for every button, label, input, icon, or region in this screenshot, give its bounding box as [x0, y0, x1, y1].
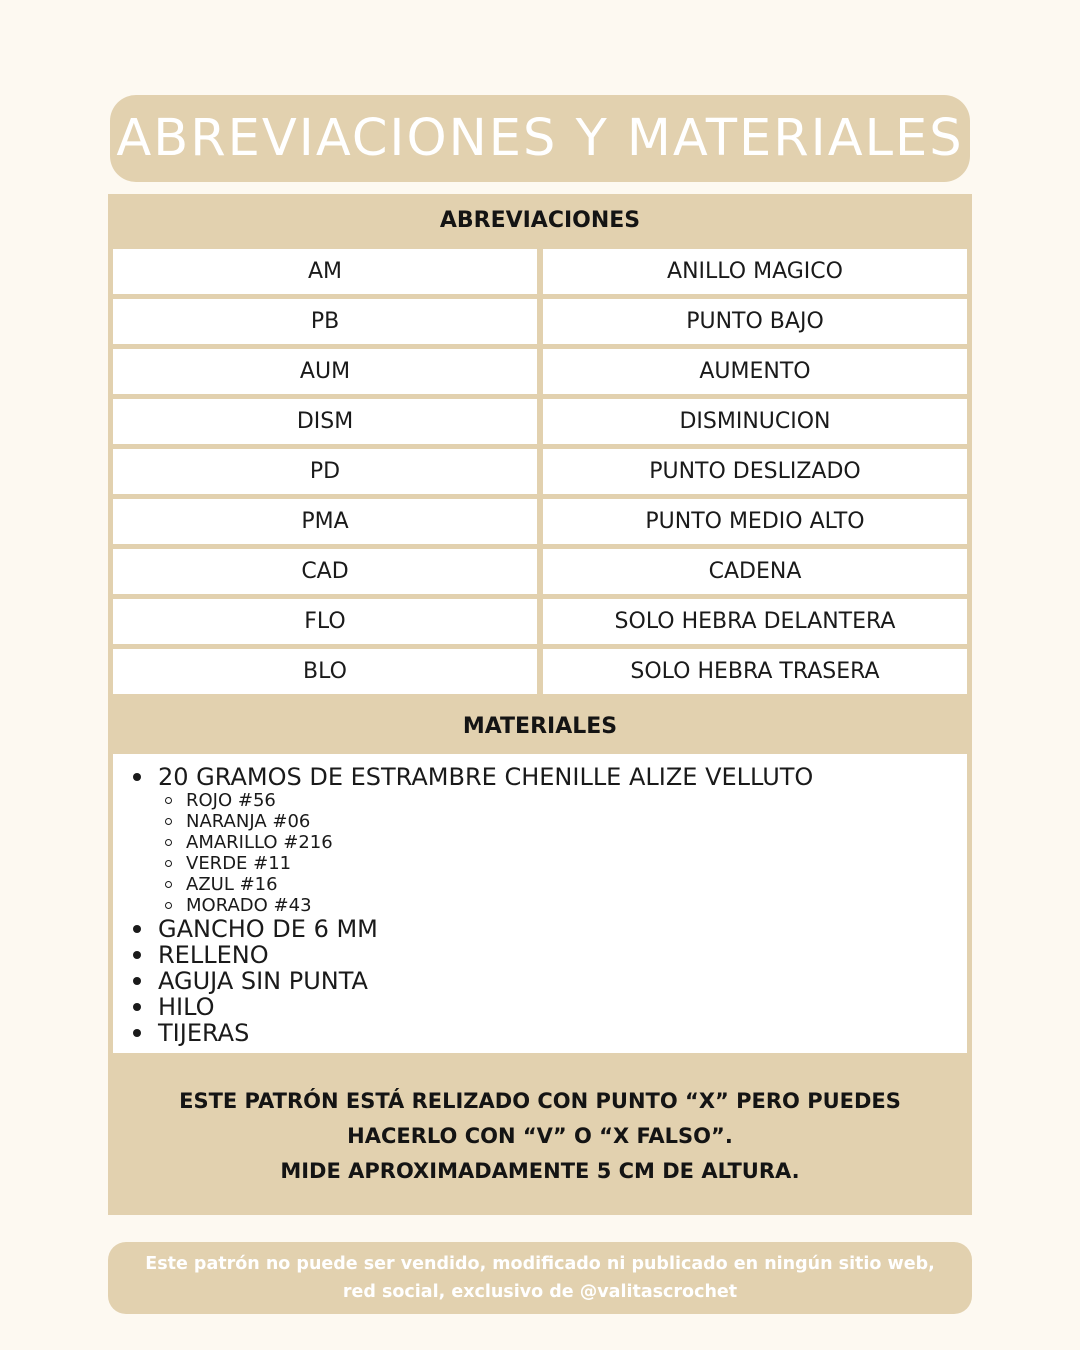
- footer-line: red social, exclusivo de @valitascrochet: [342, 1282, 738, 1302]
- materials-list: [113, 764, 813, 1046]
- abbreviation-row: [113, 499, 967, 544]
- note-line: ESTE PATRÓN ESTÁ RELIZADO CON PUNTO “X” PERO PUEDES: [179, 1089, 901, 1113]
- page-title: ABREVIACIONES Y MATERIALES: [116, 109, 964, 168]
- note-line: MIDE APROXIMADAMENTE 5 CM DE ALTURA.: [280, 1159, 800, 1183]
- abbreviation-meaning: PUNTO MEDIO ALTO: [543, 499, 967, 544]
- color-item: NARANJA #06: [158, 811, 813, 832]
- abbreviation-row: [113, 249, 967, 294]
- abbreviation-row: [113, 599, 967, 644]
- abbreviation-meaning: AUMENTO: [543, 349, 967, 394]
- abbreviation-code: PD: [113, 449, 537, 494]
- materials-header: MATERIALES: [462, 714, 618, 739]
- abbreviation-meaning: PUNTO DESLIZADO: [543, 449, 967, 494]
- color-item: ROJO #56: [158, 790, 813, 811]
- abbreviation-code: BLO: [113, 649, 537, 694]
- abbreviation-code: PMA: [113, 499, 537, 544]
- materials-box: [113, 754, 967, 1053]
- footer-line: Este patrón no puede ser vendido, modificado ni publicado en ningún sitio web,: [145, 1254, 935, 1274]
- color-item: AZUL #16: [158, 874, 813, 895]
- material-label: TIJERAS: [158, 1019, 250, 1047]
- material-item: [113, 942, 813, 968]
- abbreviation-code: DISM: [113, 399, 537, 444]
- abbreviation-code: AM: [113, 249, 537, 294]
- material-item: [113, 994, 813, 1020]
- abbreviation-row: [113, 399, 967, 444]
- color-item: AMARILLO #216: [158, 832, 813, 853]
- color-item: MORADO #43: [158, 895, 813, 916]
- material-item: [113, 968, 813, 994]
- material-label: GANCHO DE 6 MM: [158, 915, 378, 943]
- abbreviation-meaning: SOLO HEBRA DELANTERA: [543, 599, 967, 644]
- abbreviation-code: CAD: [113, 549, 537, 594]
- pattern-note: [108, 1084, 972, 1189]
- material-item: [113, 764, 813, 916]
- title-banner: [110, 95, 970, 182]
- abbreviation-code: AUM: [113, 349, 537, 394]
- abbreviation-meaning: SOLO HEBRA TRASERA: [543, 649, 967, 694]
- material-item: [113, 916, 813, 942]
- footer-disclaimer: [108, 1242, 972, 1314]
- abbreviation-row: [113, 299, 967, 344]
- material-label: AGUJA SIN PUNTA: [158, 967, 368, 995]
- abbreviation-row: [113, 349, 967, 394]
- abbreviation-meaning: PUNTO BAJO: [543, 299, 967, 344]
- abbreviation-meaning: DISMINUCION: [543, 399, 967, 444]
- abbreviation-meaning: CADENA: [543, 549, 967, 594]
- reference-table: [108, 194, 972, 1215]
- color-list: [158, 790, 813, 916]
- material-item: [113, 1020, 813, 1046]
- abbreviation-meaning: ANILLO MAGICO: [543, 249, 967, 294]
- abbreviation-code: PB: [113, 299, 537, 344]
- abbreviations-header: ABREVIACIONES: [439, 208, 641, 233]
- abbreviation-row: [113, 449, 967, 494]
- abbreviation-code: FLO: [113, 599, 537, 644]
- color-item: VERDE #11: [158, 853, 813, 874]
- abbreviation-row: [113, 549, 967, 594]
- material-label: RELLENO: [158, 941, 269, 969]
- material-label: HILO: [158, 993, 215, 1021]
- note-line: HACERLO CON “V” O “X FALSO”.: [347, 1124, 733, 1148]
- abbreviation-row: [113, 649, 967, 694]
- material-label: 20 GRAMOS DE ESTRAMBRE CHENILLE ALIZE VELLUTO: [158, 763, 814, 791]
